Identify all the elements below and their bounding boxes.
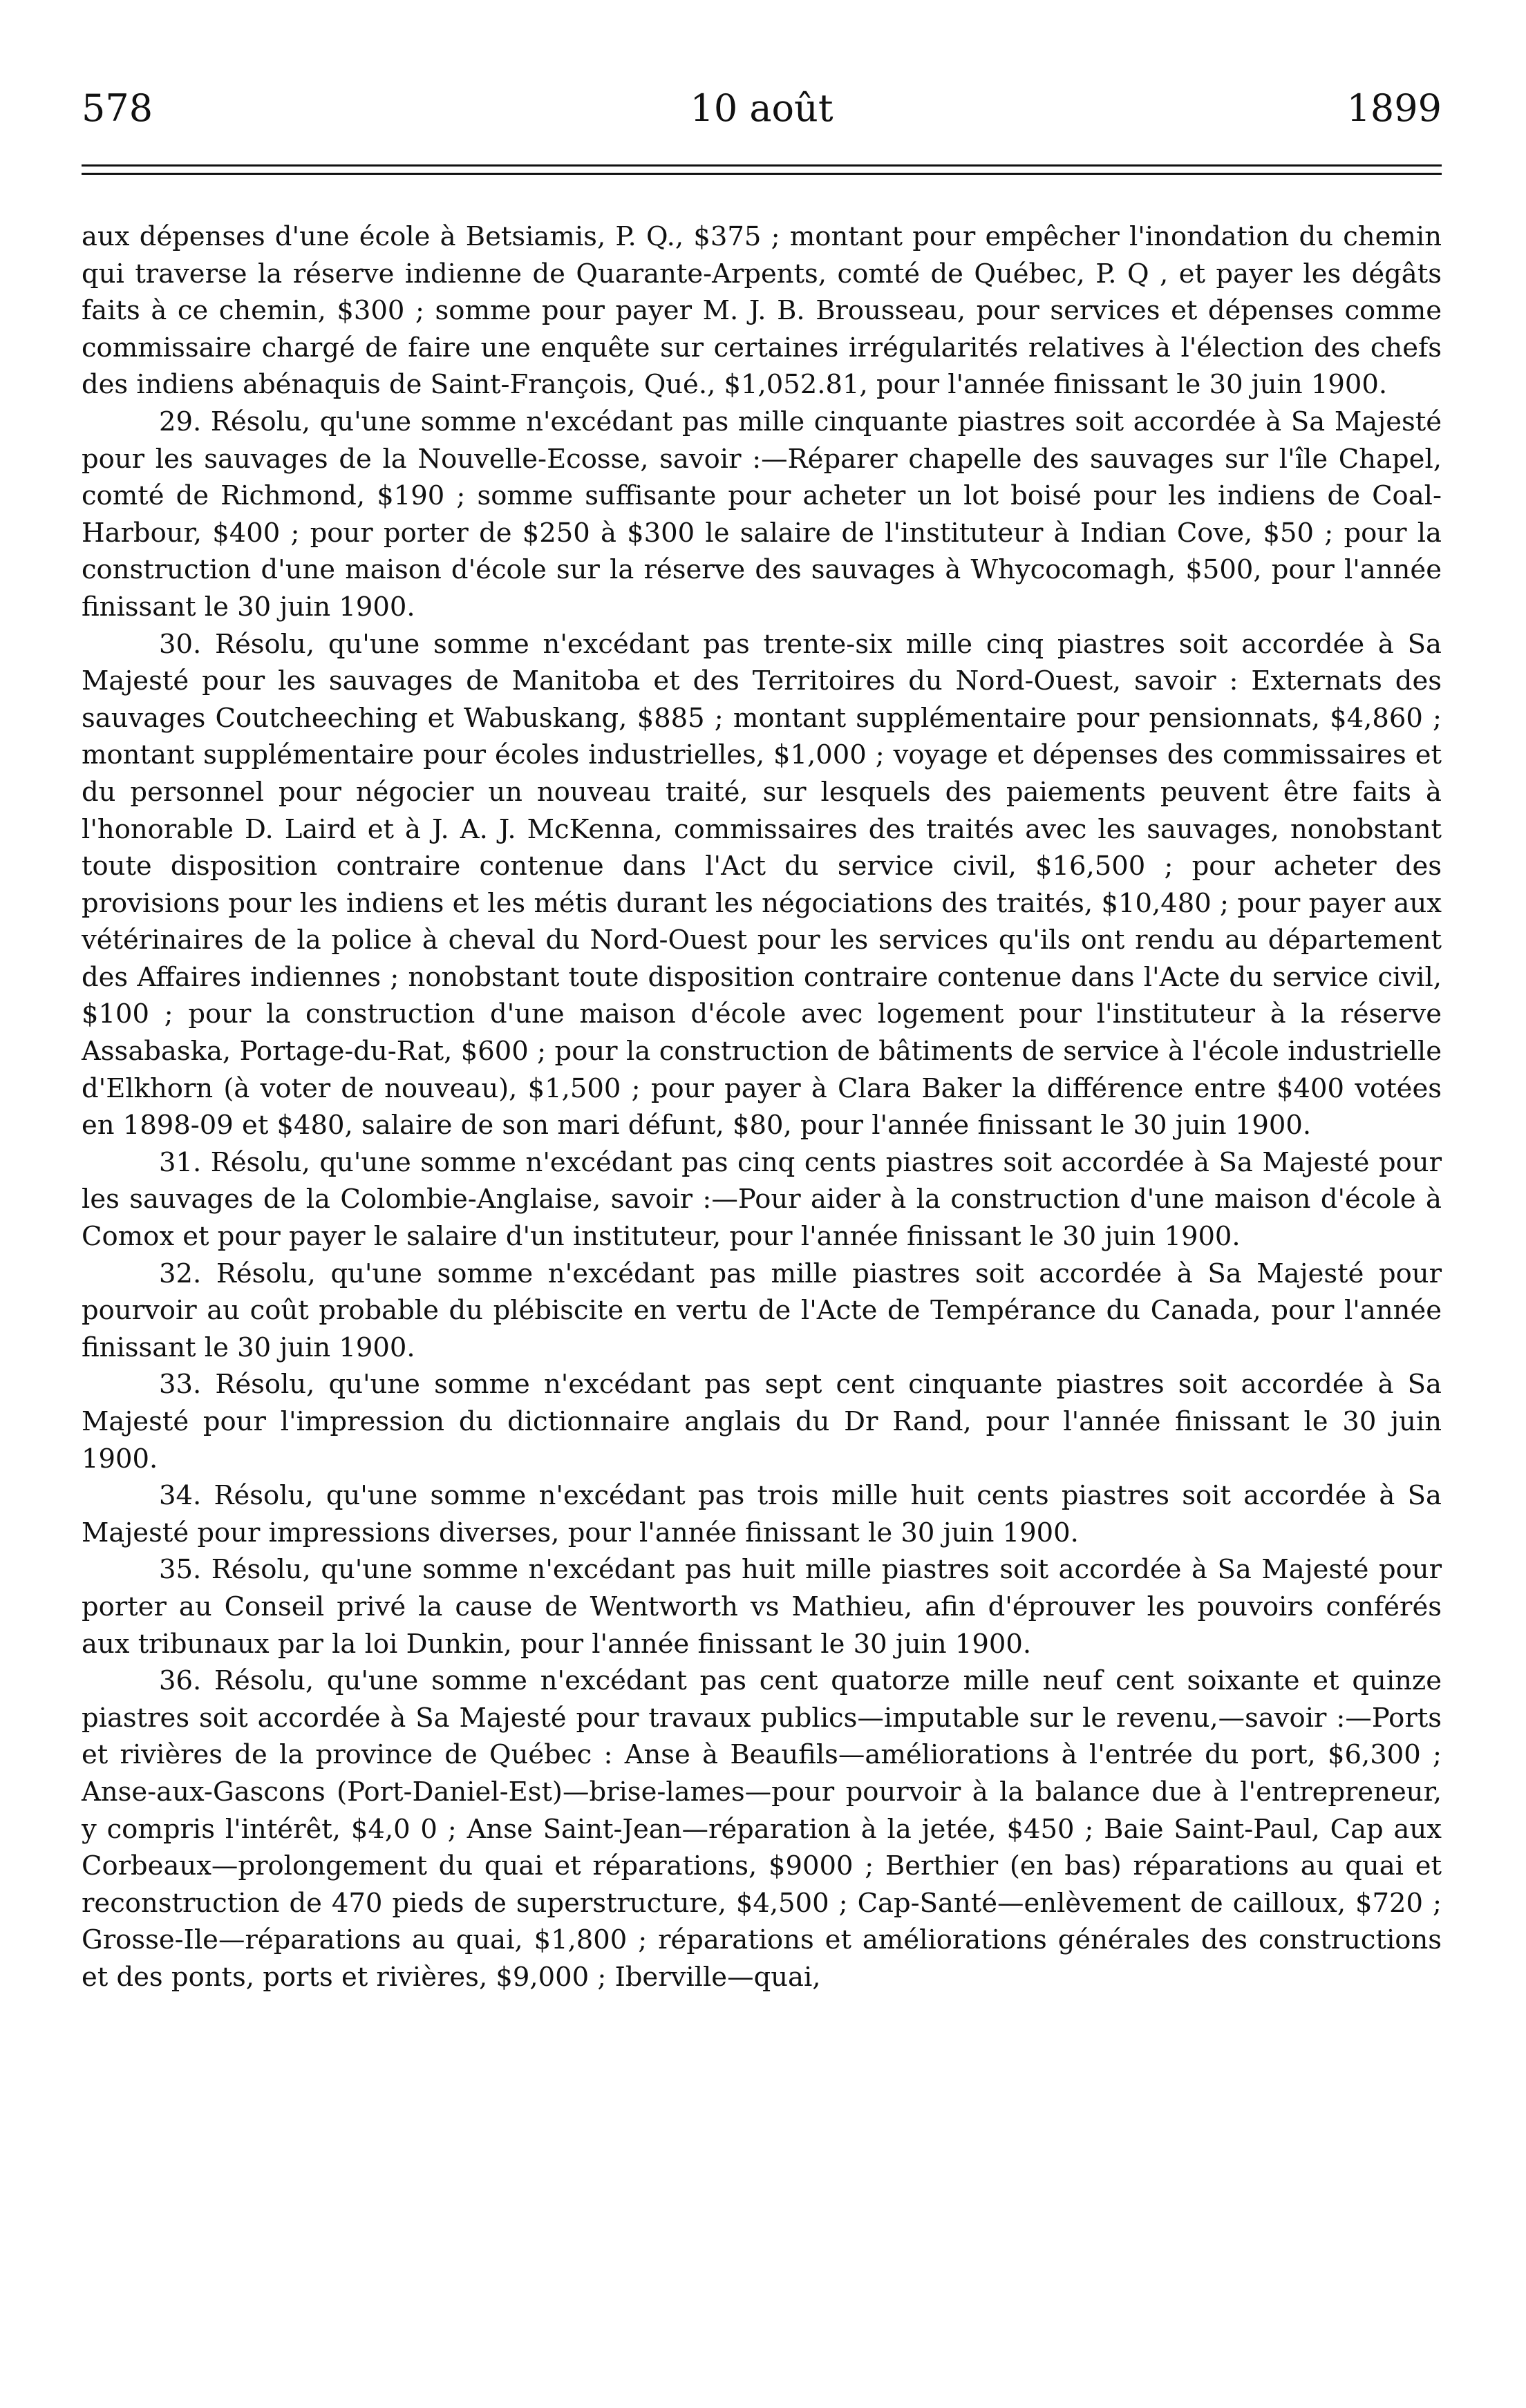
paragraph-continuation: aux dépenses d'une école à Betsiamis, P. Q., $375 ; montant pour empêcher l'inondation du chemin qui traverse la réserve indienne de Quarante-Arpents, comté de Québec, P. Q , et payer les dégâts faits à ce chemin, $300 ; somme pour payer M. J. B. Brousseau, pour services et dépenses comme commissaire chargé de faire une enquête sur certaines irrégularités relatives à l'élection des chefs des indiens abénaquis de Saint-François, Qué., $1,052.81, pour l'année finissant le 30 juin 1900. xyxy=(82,221,1442,401)
body-text xyxy=(82,218,1442,1996)
paragraph-resolution-29: 29. Résolu, qu'une somme n'excédant pas mille cinquante piastres soit accordée à Sa Majesté pour les sauvages de la Nouvelle-Ecosse, savoir :—Réparer chapelle des sauvages sur l'île Chapel, comté de Richmond, $190 ; somme suffisante pour acheter un lot boisé pour les indiens de Coal-Harbour, $400 ; pour porter de $250 à $300 le salaire de l'instituteur à Indian Cove, $50 ; pour la construction d'une maison d'école sur la réserve des sauvages à Whycocomagh, $500, pour l'année finissant le 30 juin 1900. xyxy=(82,406,1442,623)
paragraph-resolution-33: 33. Résolu, qu'une somme n'excédant pas sept cent cinquante piastres soit accordée à Sa Majesté pour l'impression du dictionnaire anglais du Dr Rand, pour l'année finissant le 30 juin 1900. xyxy=(82,1369,1442,1475)
paragraph-resolution-32: 32. Résolu, qu'une somme n'excédant pas mille piastres soit accordée à Sa Majesté pour pourvoir au coût probable du plébiscite en vertu de l'Acte de Tempérance du Canada, pour l'année finissant le 30 juin 1900. xyxy=(82,1258,1442,1363)
header-year: 1899 xyxy=(1346,86,1442,130)
header-rule-top xyxy=(82,164,1442,167)
paragraph-resolution-31: 31. Résolu, qu'une somme n'excédant pas cinq cents piastres soit accordée à Sa Majesté pour les sauvages de la Colombie-Anglaise, savoir :—Pour aider à la construction d'une maison d'école à Comox et pour payer le salaire d'un instituteur, pour l'année finissant le 30 juin 1900. xyxy=(82,1146,1442,1253)
paragraph-resolution-30: 30. Résolu, qu'une somme n'excédant pas trente-six mille cinq piastres soit accordée à Sa Majesté pour les sauvages de Manitoba et des Territoires du Nord-Ouest, savoir : Externats des sauvages Coutcheeching et Wabuskang, $885 ; montant supplémentaire pour pensionnats, $4,860 ; montant supplémentaire pour écoles industrielles, $1,000 ; voyage et dépenses des commissaires et du personnel pour négocier un nouveau traité, sur lesquels des paiements peuvent être faits à l'honorable D. Laird et à J. A. J. McKenna, commissaires des traités avec les sauvages, nonobstant toute disposition contraire contenue dans l'Act du service civil, $16,500 ; pour acheter des provisions pour les indiens et les métis durant les négociations des traités, $10,480 ; pour payer aux vétérinaires de la police à cheval du Nord-Ouest pour les services qu'ils ont rendu au département des Affaires indiennes ; nonobstant toute disposition contraire contenue dans l'Acte du service civil, $100 ; pour la construction d'une maison d'école avec logement pour l'instituteur à la réserve Assabaska, Portage-du-Rat, $600 ; pour la construction de bâtiments de service à l'école industrielle d'Elkhorn (à voter de nouveau), $1,500 ; pour payer à Clara Baker la différence entre $400 votées en 1898-09 et $480, salaire de son mari défunt, $80, pour l'année finissant le 30 juin 1900. xyxy=(82,628,1442,1141)
header-date: 10 août xyxy=(690,86,833,130)
paragraph-resolution-34: 34. Résolu, qu'une somme n'excédant pas trois mille huit cents piastres soit accordée à Sa Majesté pour impressions diverses, pour l'année finissant le 30 juin 1900. xyxy=(82,1480,1442,1548)
page-number: 578 xyxy=(82,86,153,130)
paragraph-resolution-36: 36. Résolu, qu'une somme n'excédant pas cent quatorze mille neuf cent soixante et quinze piastres soit accordée à Sa Majesté pour travaux publics—imputable sur le revenu,—savoir :—Ports et rivières de la province de Québec : Anse à Beaufils—améliorations à l'entrée du port, $6,300 ; Anse-aux-Gascons (Port-Daniel-Est)—brise-lames—pour pourvoir à la balance due à l'entrepreneur, y compris l'intérêt, $4,0 0 ; Anse Saint-Jean—réparation à la jetée, $450 ; Baie Saint-Paul, Cap aux Corbeaux—prolongement du quai et réparations, $9000 ; Berthier (en bas) réparations au quai et reconstruction de 470 pieds de superstructure, $4,500 ; Cap-Santé—enlèvement de cailloux, $720 ; Grosse-Ile—réparations au quai, $1,800 ; réparations et améliorations générales des constructions et des ponts, ports et rivières, $9,000 ; Iberville—quai, xyxy=(82,1665,1442,1993)
running-header xyxy=(82,84,1442,133)
header-rule-bottom xyxy=(82,173,1442,175)
paragraph-resolution-35: 35. Résolu, qu'une somme n'excédant pas huit mille piastres soit accordée à Sa Majesté pour porter au Conseil privé la cause de Wentworth vs Mathieu, afin d'éprouver les pouvoirs conférés aux tribunaux par la loi Dunkin, pour l'année finissant le 30 juin 1900. xyxy=(82,1554,1442,1660)
